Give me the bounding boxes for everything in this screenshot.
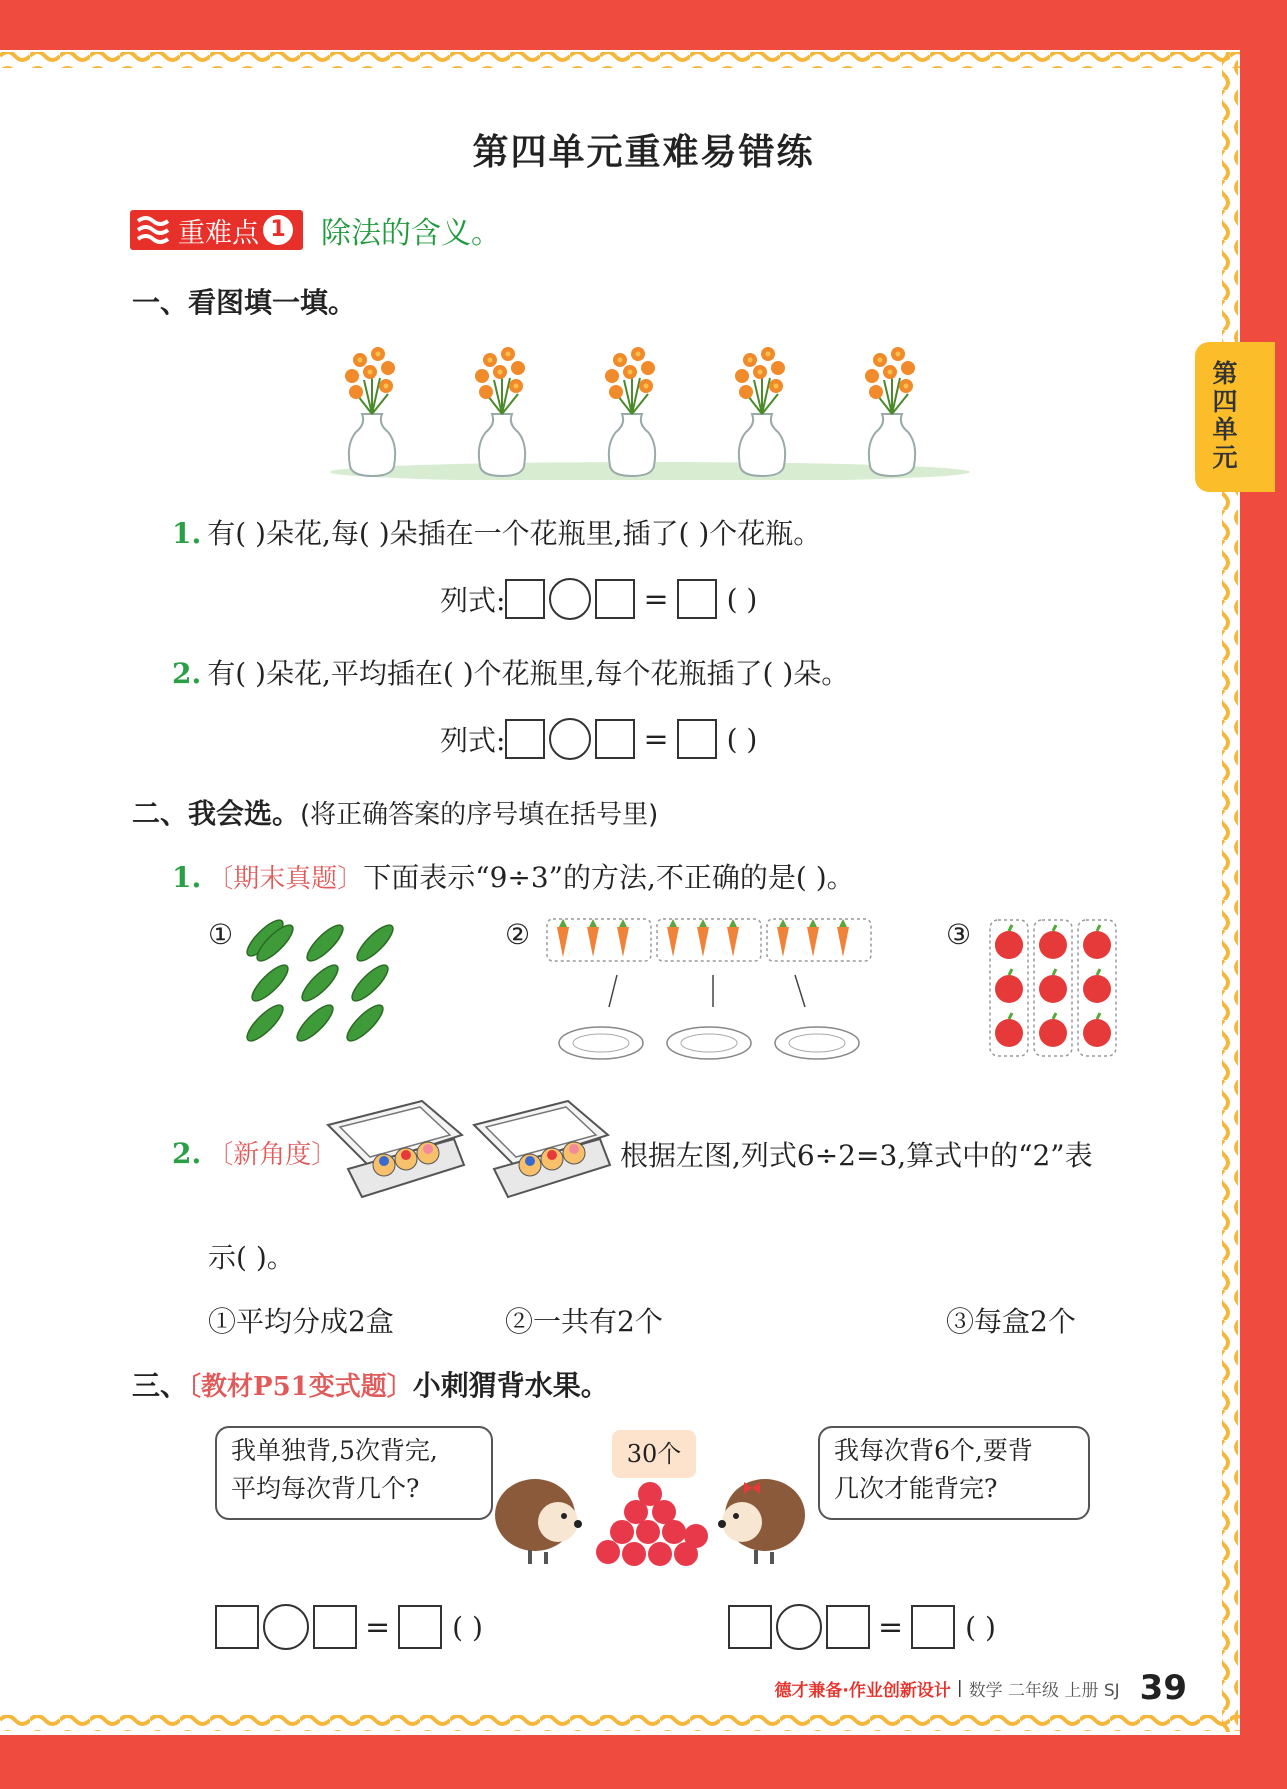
q2-number: 2. <box>172 1137 202 1170</box>
operator-circle[interactable] <box>549 578 591 620</box>
q2-text: 有( )朵花,平均插在( )个花瓶里,每个花瓶插了( )朵。 <box>207 657 850 690</box>
answer-box[interactable] <box>313 1605 357 1649</box>
footer-brand: 德才兼备·作业创新设计 <box>774 1680 951 1701</box>
answer-box[interactable] <box>911 1605 955 1649</box>
unit-blank[interactable]: ( ) <box>726 582 758 616</box>
side-tab-label: 第四单元 <box>1212 359 1238 472</box>
answer-box[interactable] <box>826 1605 870 1649</box>
section3-tag: 〔教材P51变式题〕 <box>188 1372 413 1402</box>
q1-text: 下面表示“9÷3”的方法,不正确的是( )。 <box>363 861 855 894</box>
equals-sign: = <box>643 581 669 617</box>
answer-box[interactable] <box>505 579 545 619</box>
section-heading-3 <box>132 1364 609 1404</box>
choice-1: ①平均分成2盒 <box>208 1305 394 1338</box>
unit-blank[interactable]: ( ) <box>452 1610 483 1644</box>
q1-number: 1. <box>172 861 202 894</box>
hedgehogs-fruit-illustration <box>490 1460 810 1570</box>
formula-label: 列式: <box>440 724 506 757</box>
flower-vases-illustration <box>330 340 970 480</box>
answer-box[interactable] <box>398 1605 442 1649</box>
unit-blank[interactable]: ( ) <box>726 722 758 756</box>
bubble-left-line2: 平均每次背几个? <box>231 1474 420 1503</box>
answer-box[interactable] <box>728 1605 772 1649</box>
q2-number: 2. <box>172 657 202 690</box>
bubble-left-line1: 我单独背,5次背完, <box>231 1436 438 1465</box>
key-point-badge <box>130 210 501 250</box>
section-heading-2 <box>132 792 658 832</box>
key-point-topic: 除法的含义。 <box>321 216 501 251</box>
formula-row-2 <box>440 718 757 760</box>
bubble-right-line2: 几次才能背完? <box>834 1474 998 1503</box>
q2-text-continued: 示( )。 <box>208 1241 295 1274</box>
cucumbers-illustration <box>245 918 415 1058</box>
page-title: 第四单元重难易错练 <box>472 132 815 173</box>
footer-info: 数学 二年级 上册 SJ <box>968 1680 1120 1701</box>
option-3-label: ③ <box>946 918 972 951</box>
page-number: 39 <box>1139 1668 1187 1708</box>
answer-box[interactable] <box>505 719 545 759</box>
wave-icon <box>136 215 170 245</box>
speech-bubble-right <box>818 1426 1090 1520</box>
section2-note: (将正确答案的序号填在括号里) <box>300 800 659 830</box>
apples-illustration <box>988 918 1118 1058</box>
formula-row-1 <box>440 578 757 620</box>
formula-row-3 <box>215 1604 483 1650</box>
key-point-label: 重难点 <box>178 217 259 249</box>
q1-text: 有( )朵花,每( )朵插在一个花瓶里,插了( )个花瓶。 <box>207 517 822 550</box>
fruit-count-label: 30个 <box>612 1430 696 1478</box>
formula-row-4 <box>728 1604 996 1650</box>
section-heading-1: 一、看图填一填。 <box>132 286 357 319</box>
operator-circle[interactable] <box>263 1604 309 1650</box>
section3-heading: 三、 <box>132 1369 189 1402</box>
answer-box[interactable] <box>677 579 717 619</box>
equals-sign: = <box>878 1609 904 1645</box>
section2-q2 <box>172 1134 337 1171</box>
operator-circle[interactable] <box>549 718 591 760</box>
bubble-right-line1: 我每次背6个,要背 <box>834 1436 1033 1465</box>
option-1-label: ① <box>208 918 234 951</box>
q2-tag: 〔新角度〕 <box>207 1140 338 1170</box>
carrots-plates-illustration <box>545 915 875 1065</box>
equals-sign: = <box>643 721 669 757</box>
section2-q1 <box>172 856 855 896</box>
section1-q2 <box>172 652 849 692</box>
key-point-label-box <box>130 210 303 250</box>
equals-sign: = <box>365 1609 391 1645</box>
page-footer: 德才兼备·作业创新设计 | 数学 二年级 上册 SJ 39 <box>774 1668 1187 1708</box>
unit-blank[interactable]: ( ) <box>965 1610 996 1644</box>
operator-circle[interactable] <box>776 1604 822 1650</box>
q1-number: 1. <box>172 517 202 550</box>
speech-bubble-left <box>215 1426 493 1520</box>
answer-box[interactable] <box>595 719 635 759</box>
unit-side-tab <box>1195 342 1275 492</box>
q2-text: 根据左图,列式6÷2=3,算式中的“2”表 <box>620 1139 1093 1172</box>
cake-boxes-illustration <box>322 1095 622 1205</box>
key-point-number: 1 <box>263 215 293 245</box>
option-2-label: ② <box>505 918 531 951</box>
answer-box[interactable] <box>215 1605 259 1649</box>
section1-q1 <box>172 512 821 552</box>
answer-box[interactable] <box>677 719 717 759</box>
answer-box[interactable] <box>595 579 635 619</box>
q1-tag: 〔期末真题〕 <box>207 864 364 894</box>
choice-2: ②一共有2个 <box>505 1305 663 1338</box>
formula-label: 列式: <box>440 584 506 617</box>
choice-3: ③每盒2个 <box>946 1305 1076 1338</box>
section2-heading: 二、我会选。 <box>132 797 301 830</box>
section3-heading-text: 小刺猬背水果。 <box>412 1369 609 1402</box>
